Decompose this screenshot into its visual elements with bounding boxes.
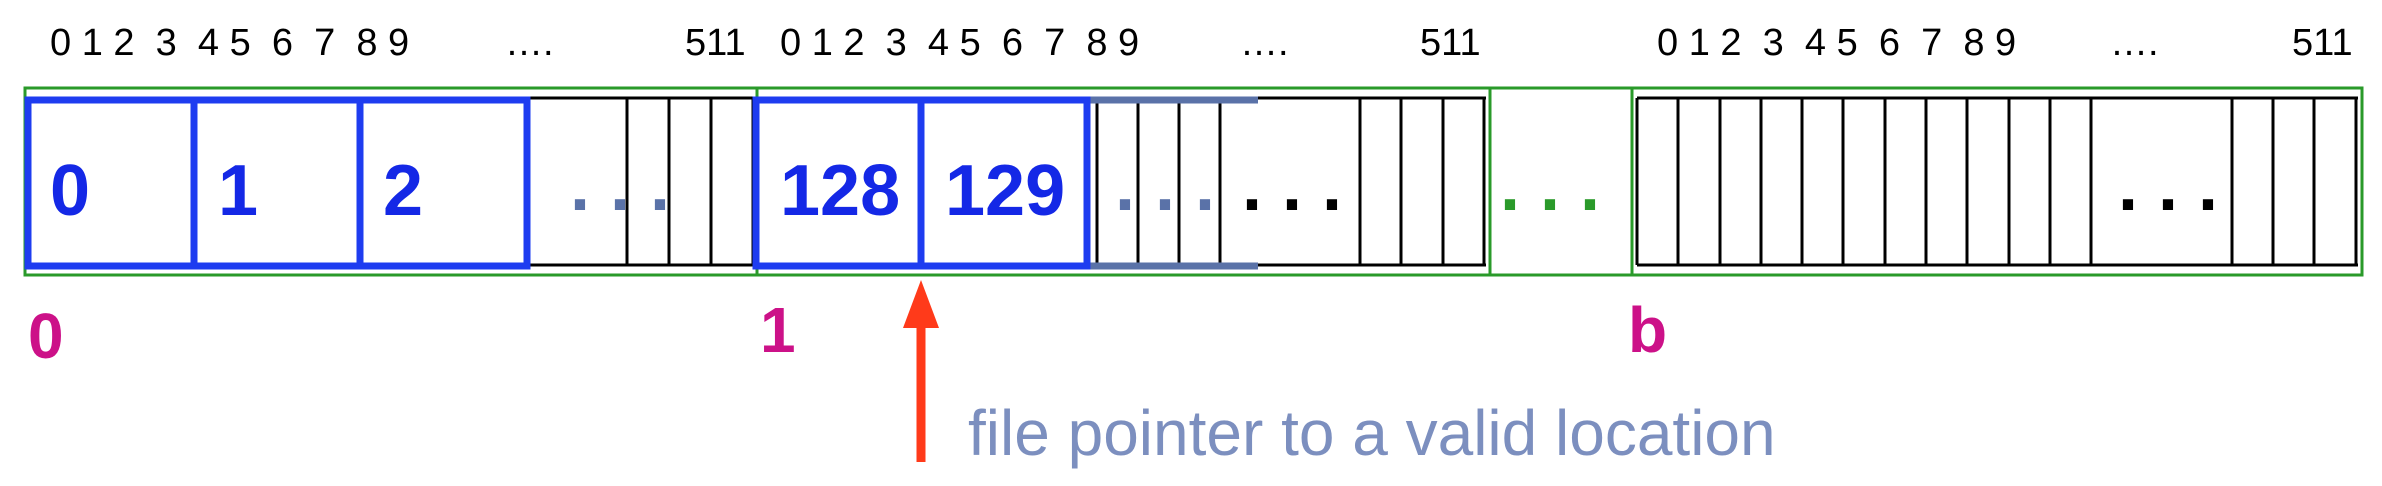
block-1-records-ellipsis: . . .	[1115, 146, 1216, 226]
block-b-ellipsis: . . .	[2118, 146, 2219, 226]
byte-index-digits: 0 1 2 3 4 5 6 7 8 9	[50, 22, 410, 64]
record-number: 2	[383, 151, 424, 231]
byte-index-digits: 0 1 2 3 4 5 6 7 8 9	[780, 22, 1140, 64]
record-number: 1	[218, 151, 259, 231]
record-number: 0	[50, 151, 91, 231]
file-pointer-caption: file pointer to a valid location	[968, 397, 1776, 469]
byte-index-header-block-b	[1657, 22, 2353, 64]
byte-index-last: 511	[1420, 22, 1481, 64]
file-pointer-arrow	[903, 280, 939, 462]
byte-index-ellipsis: ….	[505, 22, 554, 64]
block-0-records-ellipsis: . . .	[570, 146, 671, 226]
block-b-byte-cells	[1637, 98, 2358, 265]
block-1-records	[756, 100, 1087, 266]
byte-index-header-block-0	[50, 22, 746, 64]
block-b-outline	[1632, 88, 2362, 275]
gap-ellipsis: . . .	[1500, 146, 1601, 226]
block-label-first: 0	[28, 300, 64, 372]
byte-index-ellipsis: ….	[2110, 22, 2159, 64]
byte-index-header-block-1	[780, 22, 1481, 64]
byte-index-last: 511	[685, 22, 746, 64]
record-number: 129	[945, 151, 1066, 231]
byte-index-digits: 0 1 2 3 4 5 6 7 8 9	[1657, 22, 2017, 64]
byte-index-last: 511	[2292, 22, 2353, 64]
byte-index-ellipsis: ….	[1240, 22, 1289, 64]
block-label-second: 1	[760, 294, 796, 366]
block-1-bytes-ellipsis: . . .	[1242, 146, 1343, 226]
record-number: 128	[780, 151, 901, 231]
block-label-last: b	[1628, 294, 1668, 366]
block-0-records	[28, 100, 527, 266]
